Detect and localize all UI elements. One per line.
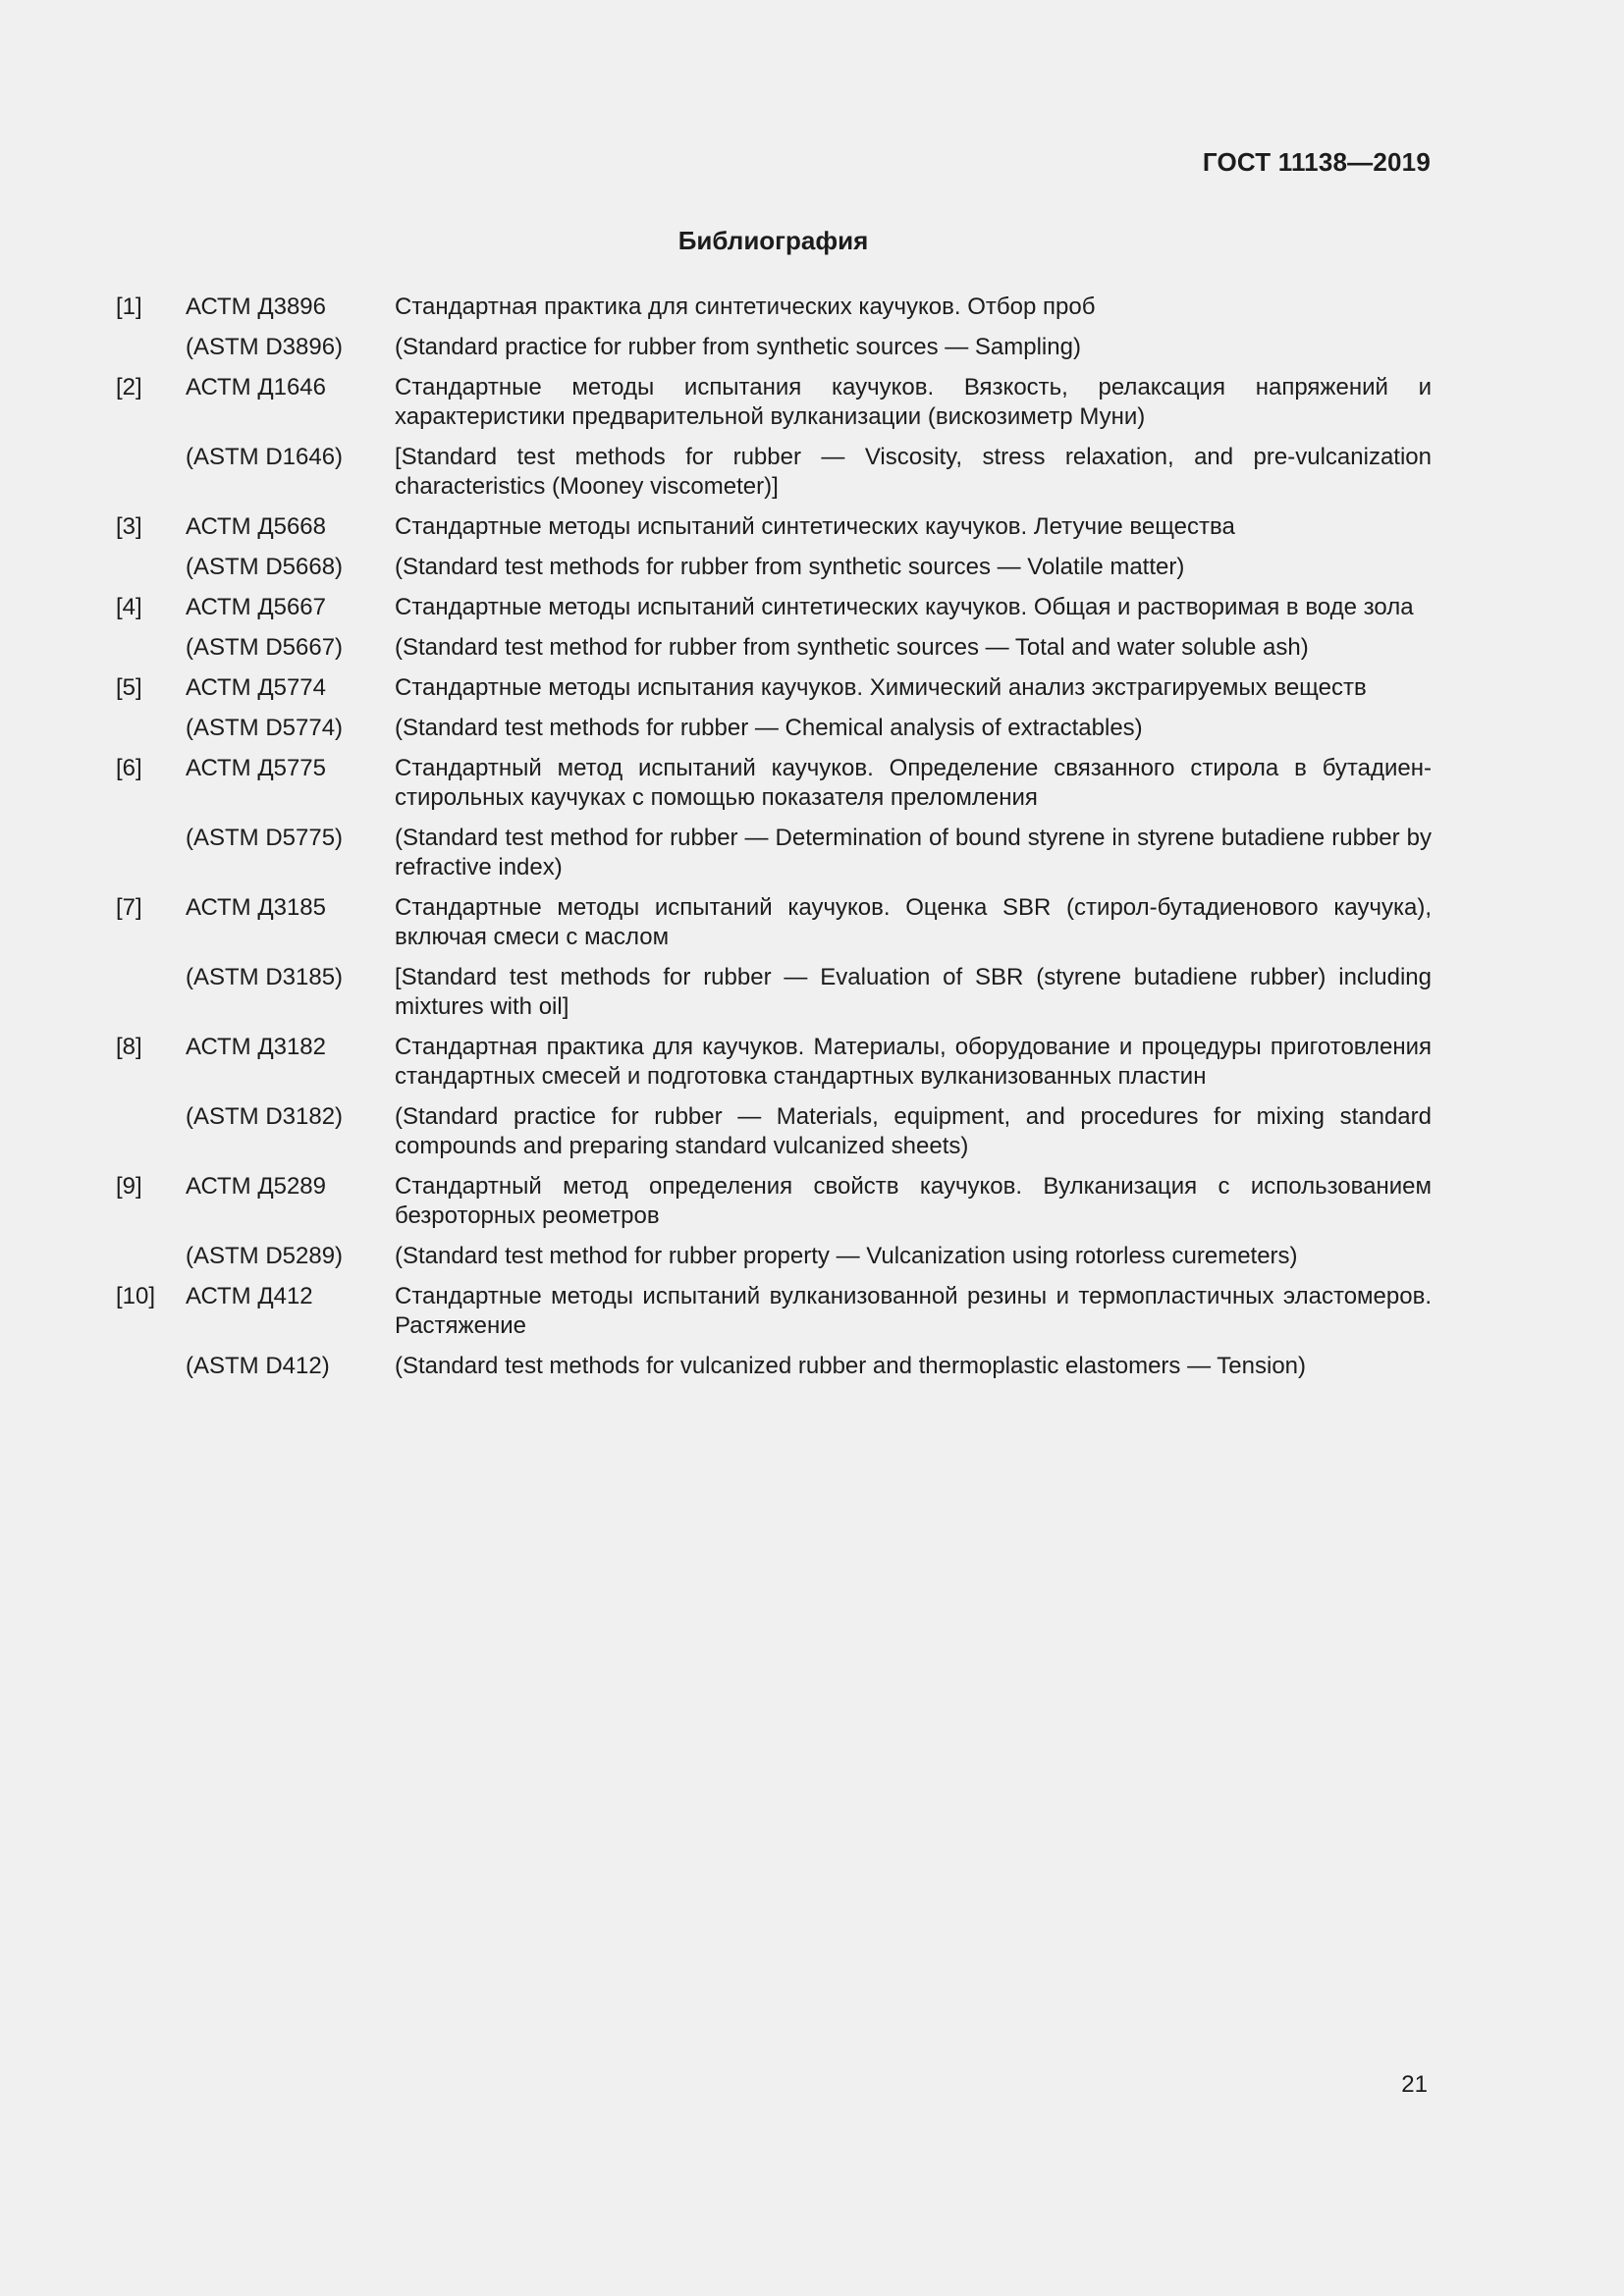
standard-code: (ASTM D5775) [186, 825, 344, 851]
entry-row-russian [116, 1282, 1432, 1341]
entry-number [116, 443, 186, 502]
entry-number [116, 1352, 186, 1381]
bibliography-entry [116, 893, 1432, 1022]
bibliography-entry [116, 593, 1432, 663]
standard-title: Стандартные методы испытания каучуков. Вязкость, релаксация напряжений и характеристики предварительной вулканизации (вискозиметр Муни) [395, 374, 1432, 430]
standard-title: Стандартный метод испытаний каучуков. Определение связанного стирола в бутадиен-стирольных каучуках с помощью показателя преломления [395, 755, 1432, 811]
standard-code: АСТМ Д3896 [186, 294, 326, 320]
entry-row-english [116, 1352, 1432, 1381]
standard-title: (Standard test methods for vulcanized rubber and thermoplastic elastomers — Tension) [395, 1353, 1307, 1379]
entry-row-russian [116, 1033, 1432, 1092]
entry-row-russian [116, 673, 1432, 703]
bibliography-entry [116, 293, 1432, 362]
standard-title: Стандартная практика для каучуков. Материалы, оборудование и процедуры приготовления стандартных смесей и подготовка стандартных вулканизованных пластин [395, 1034, 1432, 1090]
entry-number: [3] [116, 513, 142, 540]
entry-number [116, 633, 186, 663]
bibliography-entry [116, 1172, 1432, 1271]
standard-code: (ASTM D3185) [186, 964, 344, 990]
entry-number: [2] [116, 374, 142, 400]
standard-title: Стандартные методы испытания каучуков. Химический анализ экстрагируемых веществ [395, 674, 1367, 701]
standard-title: Стандартные методы испытаний каучуков. Оценка SBR (стирол-бутадиенового каучука), включая смеси с маслом [395, 894, 1432, 950]
entry-row-english [116, 443, 1432, 502]
standard-code: (ASTM D5289) [186, 1243, 344, 1269]
standard-code: АСТМ Д412 [186, 1283, 313, 1309]
standard-code: АСТМ Д1646 [186, 374, 326, 400]
bibliography-entry [116, 754, 1432, 882]
standard-code: АСТМ Д5774 [186, 674, 326, 701]
standard-code: (ASTM D5668) [186, 554, 344, 580]
entry-number: [7] [116, 894, 142, 921]
entry-row-russian [116, 754, 1432, 813]
entry-row-english [116, 1102, 1432, 1161]
standard-code: (ASTM D3182) [186, 1103, 344, 1130]
section-title: Библиография [677, 226, 869, 255]
entry-row-russian [116, 373, 1432, 432]
entry-number [116, 714, 186, 743]
entry-number [116, 333, 186, 362]
entry-row-english [116, 714, 1432, 743]
entry-number: [1] [116, 294, 142, 320]
standard-title: (Standard test method for rubber property — Vulcanization using rotorless curemeters) [395, 1243, 1298, 1269]
standard-code: (ASTM D5774) [186, 715, 344, 741]
standard-code: (ASTM D5667) [186, 634, 344, 661]
entry-number: [6] [116, 755, 142, 781]
bibliography-entry [116, 512, 1432, 582]
entry-number: [10] [116, 1283, 156, 1309]
standard-title: Стандартные методы испытаний вулканизованной резины и термопластичных эластомеров. Растяжение [395, 1283, 1432, 1339]
standard-code: (ASTM D1646) [186, 444, 344, 470]
standard-title: (Standard test methods for rubber from synthetic sources — Volatile matter) [395, 554, 1185, 580]
standard-title: Стандартная практика для синтетических каучуков. Отбор проб [395, 294, 1096, 320]
entry-row-english [116, 1242, 1432, 1271]
standard-title: (Standard practice for rubber — Materials, equipment, and procedures for mixing standard compounds and preparing standard vulcanized sheets) [395, 1103, 1432, 1159]
standard-title: (Standard practice for rubber from synthetic sources — Sampling) [395, 334, 1081, 360]
standard-title: (Standard test method for rubber from synthetic sources — Total and water soluble ash) [395, 634, 1309, 661]
entry-row-russian [116, 512, 1432, 542]
entry-number [116, 963, 186, 1022]
standard-code: АСТМ Д3182 [186, 1034, 326, 1060]
standard-code: АСТМ Д5668 [186, 513, 326, 540]
standard-title: [Standard test methods for rubber — Viscosity, stress relaxation, and pre-vulcanization characteristics (Mooney viscometer)] [395, 444, 1432, 500]
entry-row-russian [116, 593, 1432, 622]
entry-row-english [116, 633, 1432, 663]
entry-number [116, 553, 186, 582]
bibliography-entry [116, 373, 1432, 502]
page-number: 21 [1401, 2071, 1428, 2098]
standard-title: Стандартный метод определения свойств каучуков. Вулканизация с использованием безроторных реометров [395, 1173, 1432, 1229]
bibliography-entry [116, 673, 1432, 743]
entry-row-english [116, 824, 1432, 882]
entry-row-english [116, 553, 1432, 582]
entry-row-english [116, 963, 1432, 1022]
bibliography-list [116, 293, 1432, 1392]
entry-number [116, 1102, 186, 1161]
bibliography-entry [116, 1033, 1432, 1161]
entry-number: [8] [116, 1034, 142, 1060]
entry-number [116, 824, 186, 882]
entry-number: [9] [116, 1173, 142, 1200]
bibliography-entry [116, 1282, 1432, 1381]
standard-code: АСТМ Д5775 [186, 755, 326, 781]
standard-title: (Standard test method for rubber — Determination of bound styrene in styrene butadiene rubber by refractive index) [395, 825, 1432, 881]
standard-code: (ASTM D3896) [186, 334, 344, 360]
standard-title: [Standard test methods for rubber — Evaluation of SBR (styrene butadiene rubber) including mixtures with oil] [395, 964, 1432, 1020]
entry-row-russian [116, 893, 1432, 952]
standard-title: Стандартные методы испытаний синтетических каучуков. Летучие вещества [395, 513, 1235, 540]
standard-code: АСТМ Д5289 [186, 1173, 326, 1200]
entry-number: [5] [116, 674, 142, 701]
standard-code: АСТМ Д3185 [186, 894, 326, 921]
entry-row-russian [116, 293, 1432, 322]
standard-title: (Standard test methods for rubber — Chemical analysis of extractables) [395, 715, 1143, 741]
entry-row-english [116, 333, 1432, 362]
entry-row-russian [116, 1172, 1432, 1231]
standard-code: (ASTM D412) [186, 1353, 330, 1379]
entry-number [116, 1242, 186, 1271]
document-code: ГОСТ 11138—2019 [1202, 147, 1431, 177]
standard-title: Стандартные методы испытаний синтетических каучуков. Общая и растворимая в воде зола [395, 594, 1414, 620]
standard-code: АСТМ Д5667 [186, 594, 326, 620]
entry-number: [4] [116, 594, 142, 620]
